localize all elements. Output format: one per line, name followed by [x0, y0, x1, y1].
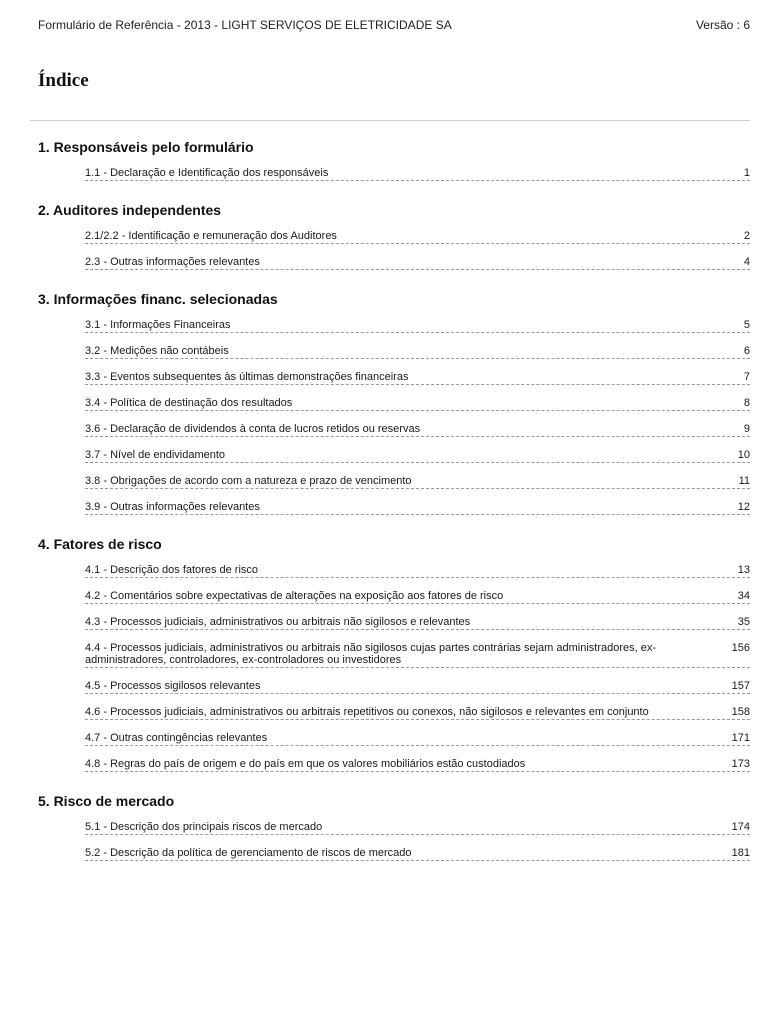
toc-entry-label: 4.8 - Regras do país de origem e do país em que os valores mobiliários estão custodiados [85, 758, 526, 770]
toc-section [38, 201, 750, 270]
toc-entry[interactable] [85, 394, 750, 411]
section-title: 1. Responsáveis pelo formulário [38, 139, 254, 155]
toc-entry-label: 3.9 - Outras informações relevantes [85, 501, 260, 513]
toc-entry-page-number: 9 [743, 423, 750, 435]
section-title: 4. Fatores de risco [38, 536, 162, 552]
section-title: 3. Informações financ. selecionadas [38, 291, 278, 307]
toc-entry-page-number: 156 [731, 642, 750, 654]
toc-entry-page-number: 158 [731, 706, 750, 718]
toc-entry[interactable] [85, 498, 750, 515]
toc-entry[interactable] [85, 613, 750, 630]
title-divider [30, 120, 750, 121]
toc-entry-label: 4.3 - Processos judiciais, administrativos ou arbitrais não sigilosos e relevantes [85, 616, 471, 628]
toc-entry-page-number: 8 [743, 397, 750, 409]
toc-entry[interactable] [85, 755, 750, 772]
toc-entry-page-number: 12 [737, 501, 750, 513]
toc-entry[interactable] [85, 703, 750, 720]
toc-entry[interactable] [85, 227, 750, 244]
toc-entry-label: 4.6 - Processos judiciais, administrativos ou arbitrais repetitivos ou conexos, não sigilosos e relevantes em conjunto [85, 706, 649, 718]
toc-entry-label: 1.1 - Declaração e Identificação dos responsáveis [85, 167, 329, 179]
toc-entry[interactable] [85, 677, 750, 694]
toc-entry-page-number: 181 [731, 847, 750, 859]
page-header [38, 18, 750, 32]
section-title: 5. Risco de mercado [38, 793, 175, 809]
toc-entry-label: 3.8 - Obrigações de acordo com a natureza e prazo de vencimento [85, 475, 412, 487]
toc-entry[interactable] [85, 446, 750, 463]
toc-entry-page-number: 1 [743, 167, 750, 179]
section-title: 2. Auditores independentes [38, 202, 222, 218]
toc-section [38, 535, 750, 772]
header-document-title: Formulário de Referência - 2013 - LIGHT SERVIÇOS DE ELETRICIDADE SA [38, 18, 452, 32]
toc-entry[interactable] [85, 639, 750, 668]
toc-entry[interactable] [85, 818, 750, 835]
toc-entry-label: 4.5 - Processos sigilosos relevantes [85, 680, 261, 692]
toc-entry-label: 3.1 - Informações Financeiras [85, 319, 231, 331]
toc-entry-label: 3.2 - Medições não contábeis [85, 345, 229, 357]
toc-entry[interactable] [85, 420, 750, 437]
toc-entry-page-number: 157 [731, 680, 750, 692]
toc-entry[interactable] [85, 342, 750, 359]
toc-entry-label: 2.3 - Outras informações relevantes [85, 256, 260, 268]
toc-section [38, 792, 750, 861]
toc-entry[interactable] [85, 164, 750, 181]
toc-entry-label: 4.7 - Outras contingências relevantes [85, 732, 268, 744]
toc-entry[interactable] [85, 253, 750, 270]
toc-entry-page-number: 35 [737, 616, 750, 628]
toc-entry-label: 3.4 - Política de destinação dos resultados [85, 397, 293, 409]
toc-entry-label: 5.2 - Descrição da política de gerenciamento de riscos de mercado [85, 847, 412, 859]
toc-entry[interactable] [85, 561, 750, 578]
toc-entry-page-number: 6 [743, 345, 750, 357]
header-version: Versão : 6 [695, 18, 750, 32]
toc-entry-page-number: 10 [737, 449, 750, 461]
toc-entry-page-number: 2 [743, 230, 750, 242]
toc-entry-page-number: 34 [737, 590, 750, 602]
toc-entry-page-number: 11 [738, 475, 750, 487]
toc-entry[interactable] [85, 844, 750, 861]
toc-entry-label: 3.7 - Nível de endividamento [85, 449, 226, 461]
toc-entry-page-number: 173 [731, 758, 750, 770]
toc-entry[interactable] [85, 368, 750, 385]
toc-section [38, 290, 750, 515]
toc-entry-page-number: 4 [743, 256, 750, 268]
toc-entry-label: 4.4 - Processos judiciais, administrativos ou arbitrais não sigilosos cujas partes contrárias sejam administradores, ex-administradores, controladores, ex-controladores ou investidores [85, 642, 657, 666]
toc-entry-label: 2.1/2.2 - Identificação e remuneração dos Auditores [85, 230, 337, 242]
toc-entry-label: 5.1 - Descrição dos principais riscos de mercado [85, 821, 323, 833]
toc-entry-page-number: 171 [731, 732, 750, 744]
toc-entry-page-number: 5 [743, 319, 750, 331]
toc-entry[interactable] [85, 316, 750, 333]
toc-entry[interactable] [85, 472, 750, 489]
toc-entry-label: 4.1 - Descrição dos fatores de risco [85, 564, 259, 576]
toc-entry[interactable] [85, 729, 750, 746]
toc-entry-page-number: 7 [743, 371, 750, 383]
toc-entry[interactable] [85, 587, 750, 604]
toc-entry-page-number: 13 [737, 564, 750, 576]
index-title: Índice [38, 70, 89, 91]
toc-entry-label: 4.2 - Comentários sobre expectativas de alterações na exposição aos fatores de risco [85, 590, 504, 602]
toc-entry-page-number: 174 [731, 821, 750, 833]
table-of-contents [38, 138, 750, 881]
toc-entry-label: 3.3 - Eventos subsequentes às últimas demonstrações financeiras [85, 371, 409, 383]
toc-section [38, 138, 750, 181]
toc-entry-label: 3.6 - Declaração de dividendos à conta de lucros retidos ou reservas [85, 423, 421, 435]
